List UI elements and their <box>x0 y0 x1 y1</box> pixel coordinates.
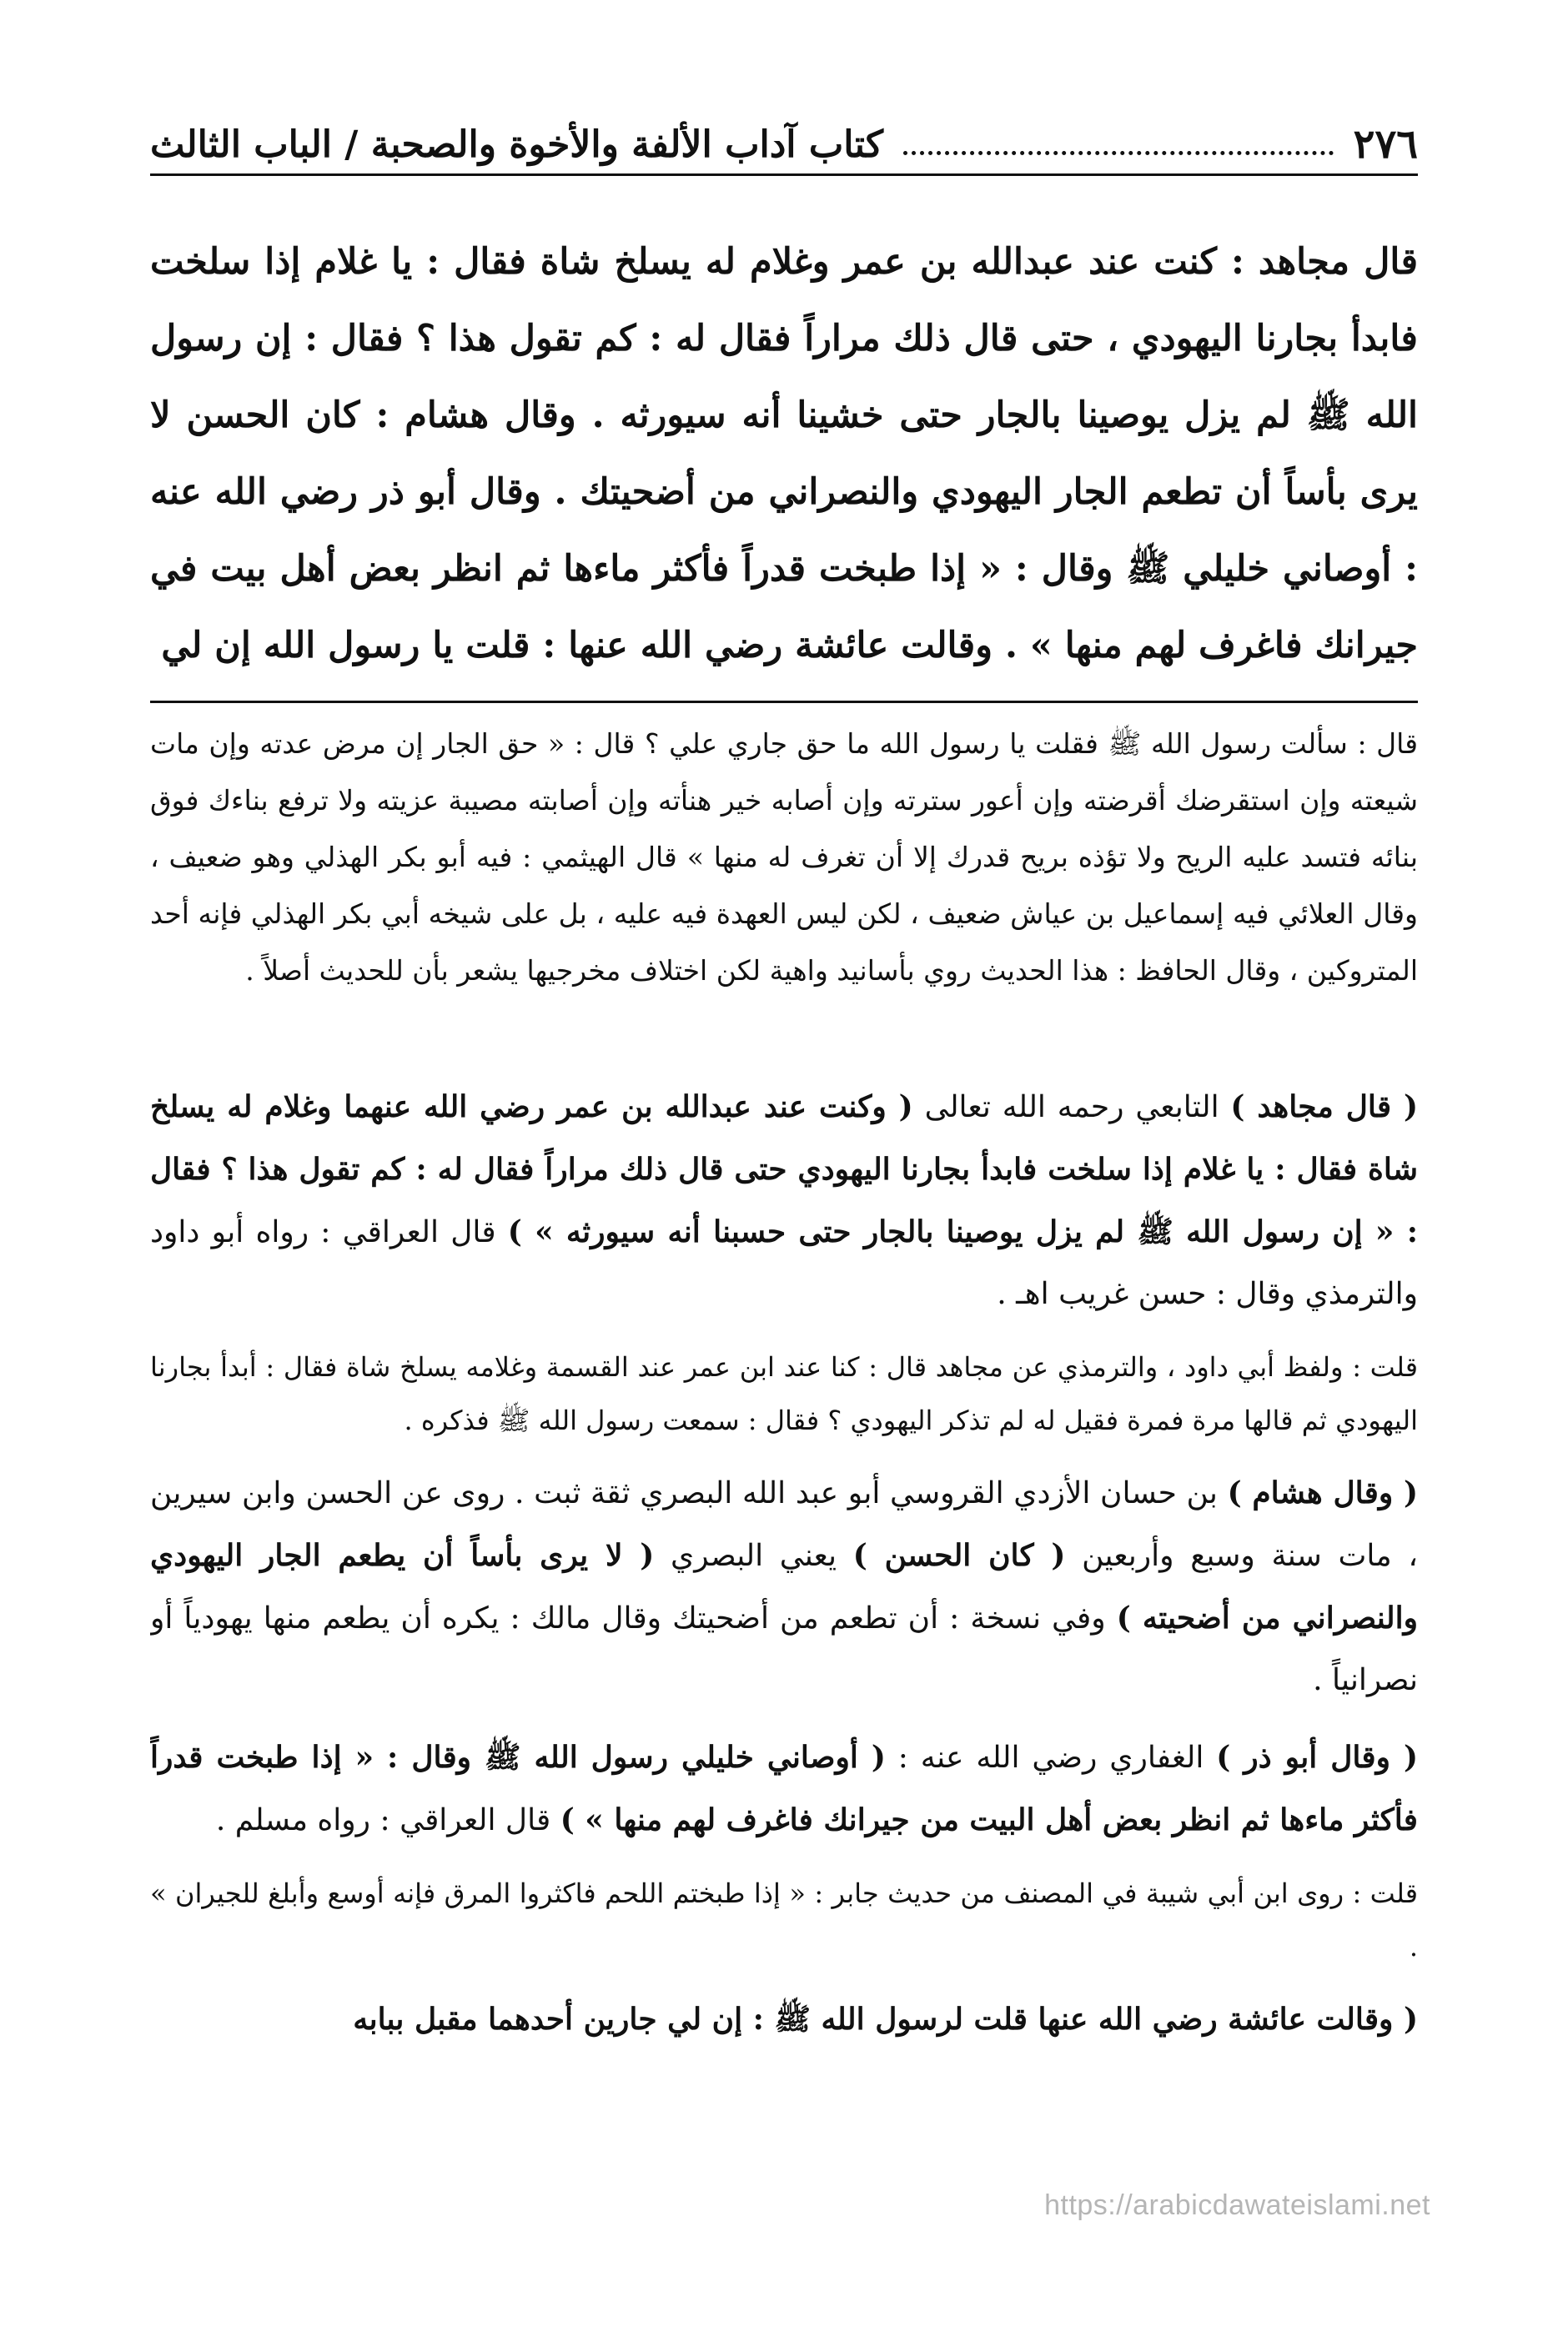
commentary-segment: قلت : ولفظ أبي داود ، والترمذي عن مجاهد قال : كنا عند ابن عمر عند القسمة وغلامه يسلخ شاة فقال : أبدأ بجارنا اليهودي ثم قالها مرة فمرة فقيل له لم تذكر اليهودي ؟ فقال : سمعت رسول الله ﷺ فذكره . <box>150 1351 1418 1436</box>
commentary-paragraph <box>150 1462 1418 1711</box>
commentary-paragraph <box>150 1076 1418 1325</box>
commentary-segment: قلت : روى ابن أبي شيبة في المصنف من حديث جابر : « إذا طبختم اللحم فاكثروا المرق فإنه أوسع وأبلغ للجيران » . <box>150 1877 1418 1963</box>
footnote-divider <box>150 701 1418 703</box>
commentary-segment: التابعي رحمه الله تعالى <box>912 1090 1231 1124</box>
header-dot-leader <box>903 151 1334 155</box>
commentary-segment: ( لا يرى بأساً أن يطعم الجار اليهودي والنصراني من أضحيته ) <box>150 1538 1418 1636</box>
commentary-segment: ( وكنت عند عبدالله بن عمر رضي الله عنهما وغلام له يسلخ شاة فقال : يا غلام إذا سلخت فابدأ بجارنا اليهودي حتى قال ذلك مراراً فقال له : كم تقول هذا ؟ فقال : « إن رسول الله ﷺ لم يزل يوصينا بالجار حتى حسبنا أنه سيورثه » ) <box>150 1089 1418 1249</box>
commentary-segment: ( وقال هشام ) <box>1227 1475 1418 1510</box>
page-number: ٢٧٦ <box>1353 121 1418 168</box>
footnote-text: قال : سألت رسول الله ﷺ فقلت يا رسول الله ما حق جاري علي ؟ قال : « حق الجار إن مرض عدته وإن مات شيعته وإن استقرضك أقرضته وإن أعور سترته وإن أصابه خير هنأته وإن أصابته مصيبة عزيته ولا ترفع بناءك فوق بنائه فتسد عليه الريح ولا تؤذه بريح قدرك إلا أن تغرف له منها » قال الهيثمي : فيه أبو بكر الهذلي وهو ضعيف ، وقال العلائي فيه إسماعيل بن عياش ضعيف ، لكن ليس العهدة فيه عليه ، بل على شيخه أبي بكر الهذلي فإنه أحد المتروكين ، وقال الحافظ : هذا الحديث روي بأسانيد واهية لكن اختلاف مخرجيها يشعر بأن للحديث أصلاً . <box>150 727 1418 987</box>
commentary-paragraph <box>150 1867 1418 1973</box>
page-header <box>150 115 1418 176</box>
commentary-segment: ( وقال أبو ذر ) <box>1216 1740 1418 1775</box>
commentary-segment: ( قال مجاهد ) <box>1230 1089 1418 1124</box>
commentary-segment: ( كان الحسن ) <box>852 1538 1066 1573</box>
commentary-segment: وفي نسخة : أن تطعم من أضحيتك وقال مالك : يكره أن يطعم منها يهودياً أو نصرانياً . <box>150 1601 1418 1697</box>
commentary-segment: ( أوصاني خليلي رسول الله ﷺ وقال : « إذا طبخت قدراً فأكثر ماءها ثم انظر بعض أهل البيت من جيرانك فاغرف لهم منها » ) <box>150 1740 1418 1837</box>
commentary-paragraph <box>150 1726 1418 1852</box>
commentary-paragraph <box>150 1340 1418 1447</box>
commentary-segment: قال العراقي : رواه مسلم . <box>215 1803 560 1837</box>
commentary-segment: بن حسان الأزدي القروسي أبو عبد الله البصري ثقة ثبت . روى عن الحسن وابن سيرين ، مات سنة وسبع وأربعين <box>150 1476 1418 1573</box>
commentary-paragraph <box>150 1988 1418 2051</box>
commentary-section <box>150 1076 1418 2194</box>
main-text: قال مجاهد : كنت عند عبدالله بن عمر وغلام له يسلخ شاة فقال : يا غلام إذا سلخت فابدأ بجارنا اليهودي ، حتى قال ذلك مراراً فقال له : كم تقول هذا ؟ فقال : إن رسول الله ﷺ لم يزل يوصينا بالجار حتى خشينا أنه سيورثه . وقال هشام : كان الحسن لا يرى بأساً أن تطعم الجار اليهودي والنصراني من أضحيتك . وقال أبو ذر رضي الله عنه : أوصاني خليلي ﷺ وقال : « إذا طبخت قدراً فأكثر ماءها ثم انظر بعض أهل بيت في جيرانك فاغرف لهم منها » . وقالت عائشة رضي الله عنها : قلت يا رسول الله إن لي <box>150 241 1418 666</box>
commentary-segment: الغفاري رضي الله عنه : <box>885 1741 1217 1775</box>
watermark-link[interactable]: https://arabicdawateislami.net <box>1044 2189 1430 2221</box>
commentary-segment: يعني البصري <box>654 1539 853 1573</box>
commentary-segment: ( وقالت عائشة رضي الله عنها قلت لرسول الله ﷺ : إن لي جارين أحدهما مقبل ببابه <box>353 2002 1418 2037</box>
running-title: كتاب آداب الألفة والأخوة والصحبة / الباب الثالث <box>150 123 883 166</box>
commentary-segment: قال العراقي : رواه أبو داود والترمذي وقال : حسن غريب اهـ . <box>150 1215 1418 1311</box>
